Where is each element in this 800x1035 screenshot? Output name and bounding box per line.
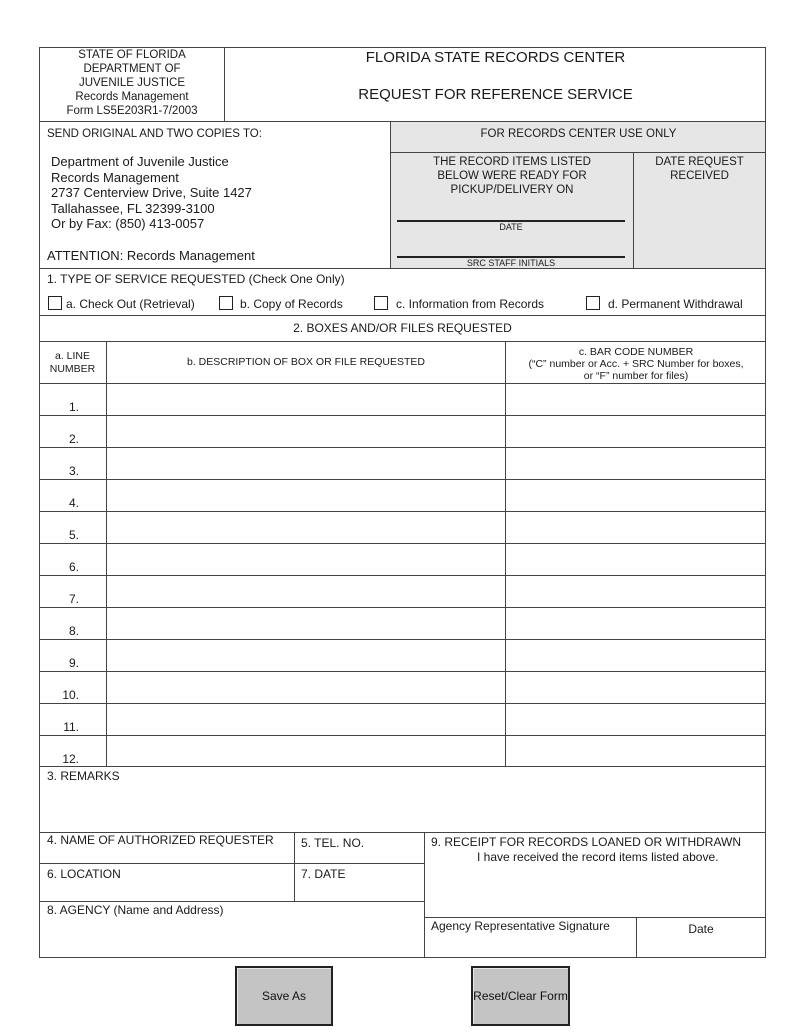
col-header-line: NUMBER <box>49 363 96 375</box>
table-row <box>39 383 766 415</box>
table-row <box>39 671 766 703</box>
barcode-input[interactable] <box>509 643 763 668</box>
line-number: 2. <box>68 432 79 446</box>
option-label: b. Copy of Records <box>240 297 343 311</box>
line-number: 11. <box>63 720 79 734</box>
records-center-header: FOR RECORDS CENTER USE ONLY <box>480 128 677 140</box>
barcode-input[interactable] <box>509 387 763 412</box>
line-number: 12. <box>62 752 79 766</box>
barcode-input[interactable] <box>509 739 763 764</box>
agency-line: DEPARTMENT OF <box>83 63 181 75</box>
receipt-statement: I have received the record items listed above. <box>477 850 719 864</box>
option-label: d. Permanent Withdrawal <box>608 297 743 311</box>
attention-line: ATTENTION: Records Management <box>47 248 255 263</box>
ready-date-input[interactable] <box>397 204 625 220</box>
description-input[interactable] <box>110 707 504 732</box>
address-line: 2737 Centerview Drive, Suite 1427 <box>51 185 252 200</box>
line-number: 5. <box>68 528 79 542</box>
barcode-input[interactable] <box>509 707 763 732</box>
address-line: Records Management <box>51 170 179 185</box>
description-input[interactable] <box>110 579 504 604</box>
description-input[interactable] <box>110 739 504 764</box>
col-header-description: b. DESCRIPTION OF BOX OR FILE REQUESTED <box>186 356 426 368</box>
barcode-input[interactable] <box>509 419 763 444</box>
checkbox-permanent-withdrawal[interactable] <box>586 296 600 310</box>
agency-label: 8. AGENCY (Name and Address) <box>47 903 224 917</box>
col-header-barcode: c. BAR CODE NUMBER <box>578 346 694 358</box>
line-number: 4. <box>68 496 79 510</box>
address-line: Tallahassee, FL 32399-3100 <box>51 201 215 216</box>
table-row <box>39 575 766 607</box>
col-header-barcode: (“C” number or Acc. + SRC Number for boxes, <box>528 358 744 370</box>
table-row <box>39 607 766 639</box>
description-input[interactable] <box>110 483 504 508</box>
tel-label: 5. TEL. NO. <box>301 836 365 850</box>
table-row <box>39 511 766 543</box>
date-received-label: RECEIVED <box>670 170 729 182</box>
save-as-button[interactable]: Save As <box>235 966 333 1026</box>
table-row <box>39 543 766 575</box>
barcode-input[interactable] <box>509 579 763 604</box>
divider <box>39 121 766 122</box>
page-subtitle: REQUEST FOR REFERENCE SERVICE <box>358 86 633 103</box>
divider <box>39 766 766 767</box>
checkbox-information-from-records[interactable] <box>374 296 388 310</box>
remarks-label: 3. REMARKS <box>47 769 120 783</box>
send-to-label: SEND ORIGINAL AND TWO COPIES TO: <box>47 128 262 140</box>
fax-line: Or by Fax: (850) 413-0057 <box>51 216 205 231</box>
location-label: 6. LOCATION <box>47 867 121 881</box>
date-field-label: 7. DATE <box>301 867 346 881</box>
barcode-input[interactable] <box>509 675 763 700</box>
table-row <box>39 703 766 735</box>
form-number: Form LS5E203R1-7/2003 <box>66 105 198 117</box>
agency-input[interactable] <box>46 918 420 956</box>
remarks-input[interactable] <box>46 785 760 829</box>
divider <box>294 832 295 901</box>
divider <box>39 268 766 269</box>
line-number: 1. <box>68 400 79 414</box>
line-number: 9. <box>68 656 79 670</box>
line-number: 7. <box>68 592 79 606</box>
tel-input[interactable] <box>300 849 420 863</box>
agency-line: STATE OF FLORIDA <box>78 49 186 61</box>
ready-text: PICKUP/DELIVERY ON <box>450 184 574 196</box>
barcode-input[interactable] <box>509 547 763 572</box>
service-type-label: 1. TYPE OF SERVICE REQUESTED (Check One Only) <box>47 272 345 286</box>
description-input[interactable] <box>110 675 504 700</box>
requester-input[interactable] <box>46 847 290 862</box>
table-row <box>39 415 766 447</box>
table-row <box>39 479 766 511</box>
divider <box>39 901 425 902</box>
signature-label: Agency Representative Signature <box>431 919 610 933</box>
description-input[interactable] <box>110 515 504 540</box>
barcode-input[interactable] <box>509 611 763 636</box>
divider <box>39 863 425 864</box>
agency-line: Records Management <box>75 91 189 103</box>
staff-initials-input[interactable] <box>397 240 625 256</box>
divider <box>424 832 425 958</box>
address-line: Department of Juvenile Justice <box>51 154 229 169</box>
description-input[interactable] <box>110 547 504 572</box>
ready-text: THE RECORD ITEMS LISTED <box>433 156 591 168</box>
option-label: a. Check Out (Retrieval) <box>66 297 195 311</box>
receipt-date-label: Date <box>688 922 714 936</box>
col-header-barcode: or “F” number for files) <box>583 370 689 382</box>
page-title: FLORIDA STATE RECORDS CENTER <box>365 49 626 66</box>
divider <box>424 917 766 918</box>
col-header-line: a. LINE <box>54 350 91 362</box>
checkbox-check-out[interactable] <box>48 296 62 310</box>
table-row <box>39 735 766 767</box>
divider <box>39 315 766 316</box>
agency-line: JUVENILE JUSTICE <box>78 77 186 89</box>
line-number: 6. <box>68 560 79 574</box>
reset-clear-form-button[interactable]: Reset/Clear Form <box>471 966 570 1026</box>
table-row <box>39 639 766 671</box>
description-input[interactable] <box>110 643 504 668</box>
line-number: 8. <box>68 624 79 638</box>
signature-input[interactable] <box>430 936 632 956</box>
barcode-input[interactable] <box>509 515 763 540</box>
boxes-title: 2. BOXES AND/OR FILES REQUESTED <box>293 321 512 335</box>
date-input[interactable] <box>300 882 420 899</box>
date-received-input[interactable] <box>640 200 758 218</box>
date-received-label: DATE REQUEST <box>655 156 744 168</box>
description-input[interactable] <box>110 451 504 476</box>
barcode-input[interactable] <box>509 451 763 476</box>
checkbox-copy-of-records[interactable] <box>219 296 233 310</box>
divider <box>39 341 766 342</box>
location-input[interactable] <box>46 882 290 899</box>
requester-label: 4. NAME OF AUTHORIZED REQUESTER <box>47 833 274 847</box>
barcode-input[interactable] <box>509 483 763 508</box>
staff-initials-label: SRC STAFF INITIALS <box>466 258 556 268</box>
receipt-label: 9. RECEIPT FOR RECORDS LOANED OR WITHDRAWN <box>431 835 742 849</box>
line-number: 10. <box>62 688 79 702</box>
description-input[interactable] <box>110 611 504 636</box>
receipt-date-input[interactable] <box>641 938 761 956</box>
description-input[interactable] <box>110 387 504 412</box>
divider <box>390 152 766 153</box>
description-input[interactable] <box>110 419 504 444</box>
option-label: c. Information from Records <box>396 297 545 311</box>
line-number: 3. <box>68 464 79 478</box>
date-label: DATE <box>499 222 523 232</box>
ready-text: BELOW WERE READY FOR <box>437 170 587 182</box>
table-row <box>39 447 766 479</box>
